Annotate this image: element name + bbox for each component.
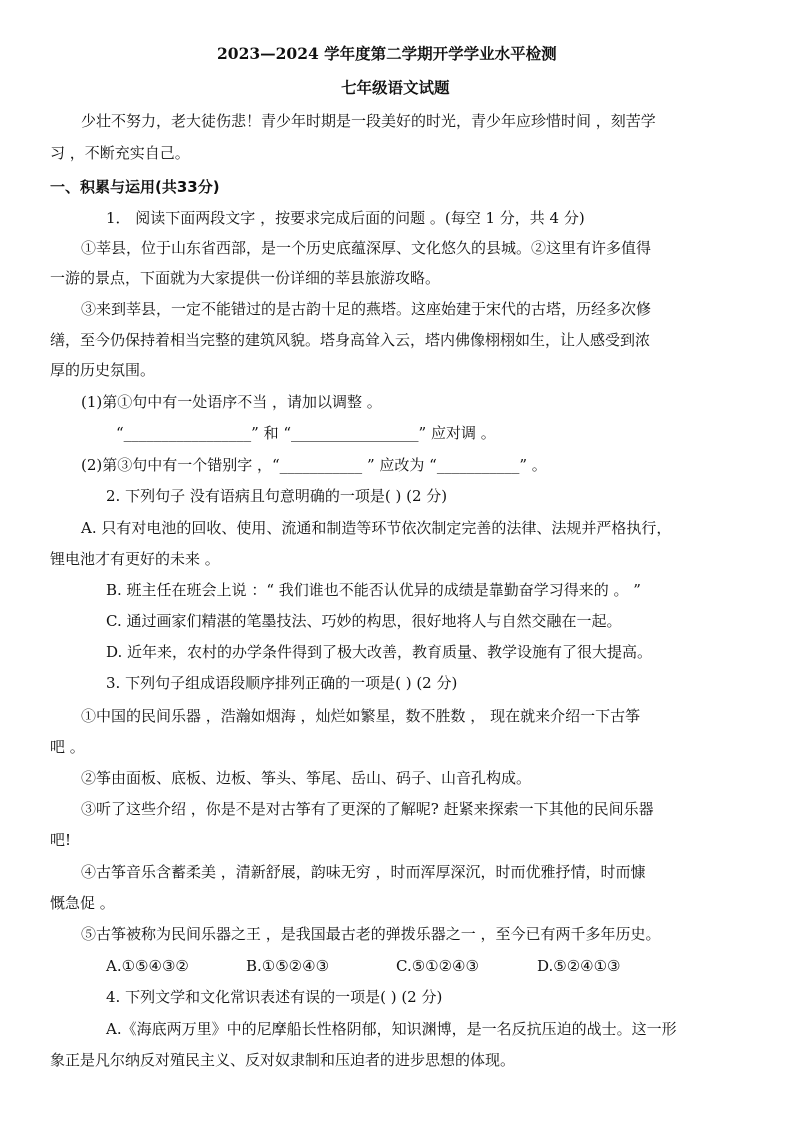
option-d: D. 近年来，农村的办学条件得到了极大改善，教育质量、教学设施有了很大提高。 xyxy=(106,643,653,661)
option-b: B.①⑤②④③ xyxy=(246,957,330,975)
sub-question: (2)第③句中有一个错别字 ，“___________ ” 应改为 “___________” 。 xyxy=(81,456,547,474)
question-3-stem: 3. 下列句子组成语段顺序排列正确的一项是( ) (2 分) xyxy=(106,674,458,692)
exam-title: 2023—2024 学年度第二学期开学学业水平检测 xyxy=(217,44,557,63)
sentence-item: ①中国的民间乐器 ，浩瀚如烟海 ，灿烂如繁星，数不胜数 ， 现在就来介绍一下古筝 xyxy=(81,707,641,725)
option-c: C.⑤①②④③ xyxy=(396,957,479,975)
passage-line: ③来到莘县，一定不能错过的是古韵十足的燕塔。这座始建于宋代的古塔，历经多次修 xyxy=(81,300,652,318)
answer-blank-line: “_________________” 和 “_________________” 应对调 。 xyxy=(116,424,496,442)
question-2-stem: 2. 下列句子 没有语病且句意明确的一项是( ) (2 分) xyxy=(106,487,448,505)
exam-subtitle: 七年级语文试题 xyxy=(341,78,450,97)
option-a: 锂电池才有更好的未来 。 xyxy=(50,550,220,568)
sentence-item: ③听了这些介绍 ，你是不是对古筝有了更深的了解呢? 赶紧来探索一下其他的民间乐器 xyxy=(81,800,654,818)
question-1-stem: 1． 阅读下面两段文字 ，按要求完成后面的问题 。(每空 1 分，共 4 分) xyxy=(106,209,585,227)
sentence-item: 吧 。 xyxy=(50,738,85,756)
option-c: C. 通过画家们精湛的笔墨技法、巧妙的构思，很好地将人与自然交融在一起。 xyxy=(106,612,622,630)
option-a: A.①⑤④③② xyxy=(106,957,189,975)
passage-line: ①莘县，位于山东省西部，是一个历史底蕴深厚、文化悠久的县城。②这里有许多值得 xyxy=(81,239,652,257)
motto-line: 习 ，不断充实自己。 xyxy=(50,144,190,162)
section-heading: 一、积累与运用(共33分) xyxy=(50,178,220,196)
question-4-stem: 4. 下列文学和文化常识表述有误的一项是( ) (2 分) xyxy=(106,988,443,1006)
passage-line: 缮，至今仍保持着相当完整的建筑风貌。塔身高耸入云，塔内佛像栩栩如生，让人感受到浓 xyxy=(50,331,651,349)
option-d: D.⑤②④①③ xyxy=(537,957,621,975)
passage-line: 一游的景点，下面就为大家提供一份详细的莘县旅游攻略。 xyxy=(50,269,441,287)
option-a: A.《海底两万里》中的尼摩船长性格阴郁，知识渊博，是一名反抗压迫的战士。这一形 xyxy=(106,1020,677,1038)
sentence-item: ⑤古筝被称为民间乐器之王 ，是我国最古老的弹拨乐器之一 ，至今已有两千多年历史。 xyxy=(81,925,661,943)
sentence-item: 吧! xyxy=(50,831,72,849)
sentence-item: ②筝由面板、底板、边板、筝头、筝尾、岳山、码子、山音孔构成。 xyxy=(81,769,532,787)
option-a: A. 只有对电池的回收、使用、流通和制造等环节依次制定完善的法律、法规并严格执行， xyxy=(81,519,672,537)
passage-line: 厚的历史氛围。 xyxy=(50,361,156,379)
motto-line: 少壮不努力，老大徒伤悲！青少年时期是一段美好的时光，青少年应珍惜时间 ，刻苦学 xyxy=(81,112,656,130)
sentence-item: ④古筝音乐含蓄柔美 ，清新舒展，韵味无穷 ，时而浑厚深沉，时而优雅抒情，时而慷 xyxy=(81,863,646,881)
sub-question: (1)第①句中有一处语序不当 ，请加以调整 。 xyxy=(81,393,382,411)
option-b: B. 班主任在班会上说 ：“ 我们谁也不能否认优异的成绩是靠勤奋学习得来的 。 ” xyxy=(106,581,641,599)
sentence-item: 慨急促 。 xyxy=(50,894,115,912)
option-a: 象正是凡尔纳反对殖民主义、反对奴隶制和压迫者的进步思想的体现。 xyxy=(50,1051,516,1069)
